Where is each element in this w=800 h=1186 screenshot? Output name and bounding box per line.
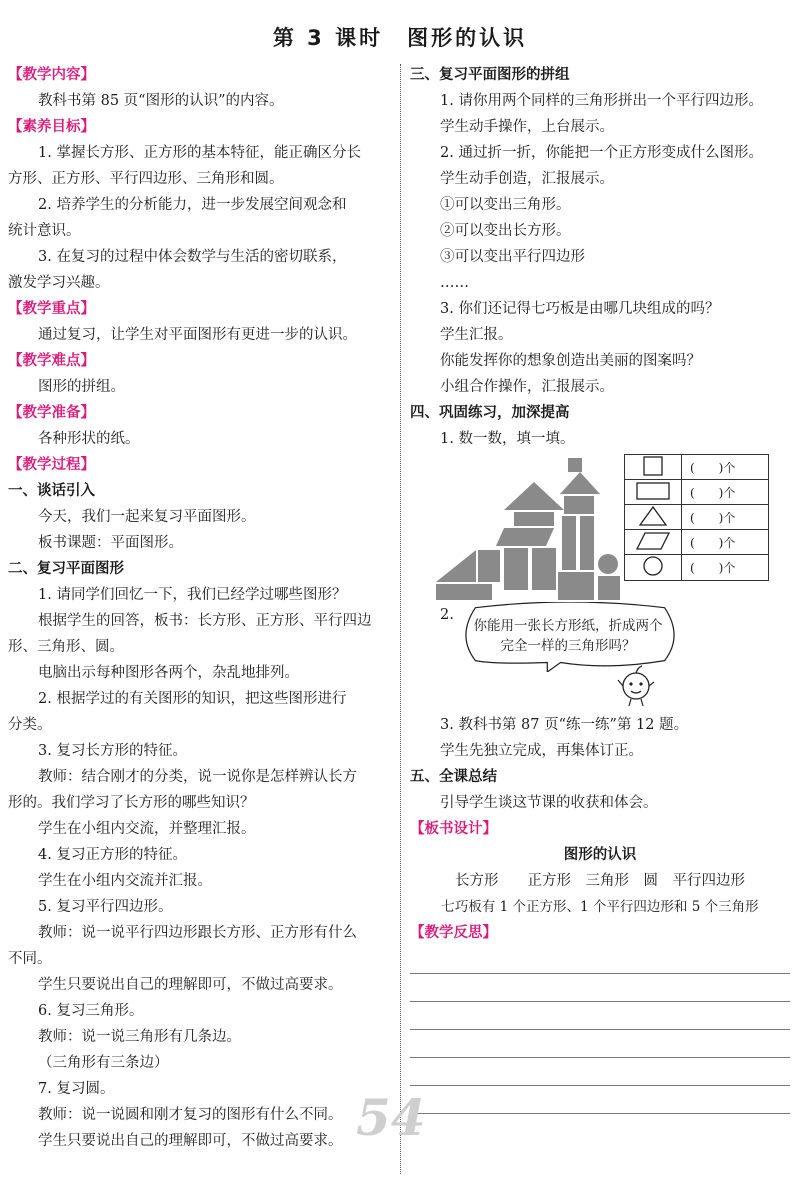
text-line: 3. 你们还记得七巧板是由哪几块组成的吗？ — [440, 301, 720, 317]
text-line: 5. 复习平行四边形。 — [38, 899, 173, 915]
text-line: 3. 在复习的过程中体会数学与生活的密切联系， — [38, 249, 347, 265]
count-blank[interactable]: ( )个 — [682, 530, 769, 555]
text-line: 7. 复习圆。 — [38, 1081, 115, 1097]
section-tag: 【教学重点】 — [8, 301, 95, 317]
text-line: 教师：说一说三角形有几条边。 — [38, 1029, 241, 1045]
text-line: 不同。 — [8, 951, 52, 967]
text-line: 6. 复习三角形。 — [38, 1003, 144, 1019]
reflection-lines — [410, 946, 790, 1114]
section-tag: 【素养目标】 — [8, 119, 95, 135]
writing-line[interactable] — [410, 974, 790, 1002]
text-line: 统计意识。 — [8, 223, 81, 239]
parallelogram-icon — [635, 531, 671, 551]
table-row — [625, 505, 769, 530]
triangle-icon — [639, 506, 667, 526]
text-line: 学生只要说出自己的理解即可，不做过高要求。 — [38, 1133, 343, 1149]
text-line: 今天，我们一起来复习平面图形。 — [38, 509, 256, 525]
count-table — [624, 454, 769, 581]
apple-mascot-icon — [616, 664, 656, 708]
text-line: 1. 请你用两个同样的三角形拼出一个平行四边形。 — [440, 93, 763, 109]
section-heading: 五、全课总结 — [410, 769, 497, 785]
text-line: 3. 教科书第 87 页“练一练”第 12 题。 — [440, 717, 689, 733]
text-line: 2. 培养学生的分析能力，进一步发展空间观念和 — [38, 197, 347, 213]
writing-line[interactable] — [410, 1086, 790, 1114]
text-line: 1. 数一数，填一填。 — [440, 431, 575, 447]
text-line: 学生汇报。 — [440, 327, 513, 343]
rectangle-icon — [635, 481, 671, 501]
text-line: 形的。我们学习了长方形的哪些知识？ — [8, 795, 255, 811]
circle-icon — [642, 555, 664, 577]
text-line: 2. 根据学过的有关图形的知识，把这些图形进行 — [38, 691, 347, 707]
table-row — [625, 455, 769, 480]
text-line: 各种形状的纸。 — [38, 431, 140, 447]
text-line: （三角形有三条边） — [38, 1055, 169, 1071]
section-tag: 【教学过程】 — [8, 457, 95, 473]
text-line: 电脑出示每种图形各两个，杂乱地排列。 — [38, 665, 299, 681]
board-note: 七巧板有 1 个正方形、1 个平行四边形和 5 个三角形 — [441, 899, 759, 915]
board-shapes: 长方形 正方形 三角形 圆 平行四边形 — [455, 873, 745, 889]
reflection-heading: 【教学反思】 — [410, 925, 497, 941]
count-blank[interactable]: ( )个 — [682, 455, 769, 480]
count-blank[interactable]: ( )个 — [682, 480, 769, 505]
text-line: 教科书第 85 页“图形的认识”的内容。 — [38, 93, 284, 109]
text-line: 形、三角形、圆。 — [8, 639, 124, 655]
text-line: ③可以变出平行四边形 — [440, 249, 585, 265]
text-line: 3. 复习长方形的特征。 — [38, 743, 187, 759]
column-divider — [400, 64, 401, 1174]
text-line: 1. 掌握长方形、正方形的基本特征，能正确区分长 — [38, 145, 361, 161]
bubble-text: 你能用一张长方形纸，折成两个完全一样的三角形吗？ — [473, 618, 663, 654]
text-line: 方形、正方形、平行四边形、三角形和圆。 — [8, 171, 284, 187]
table-row — [625, 530, 769, 555]
counting-exercise — [410, 452, 790, 602]
text-line: 教师：结合刚才的分类，说一说你是怎样辨认长方 — [38, 769, 357, 785]
board-title: 图形的认识 — [563, 847, 637, 863]
section-tag: 【板书设计】 — [410, 821, 497, 837]
count-blank[interactable]: ( )个 — [682, 555, 769, 581]
text-line: 通过复习，让学生对平面图形有更进一步的认识。 — [38, 327, 357, 343]
section-heading: 四、巩固练习，加深提高 — [410, 405, 570, 421]
section-tag: 【教学内容】 — [8, 67, 95, 83]
right-column — [410, 62, 790, 1114]
text-line: 4. 复习正方形的特征。 — [38, 847, 187, 863]
section-heading: 二、复习平面图形 — [8, 561, 124, 577]
section-tag: 【教学难点】 — [8, 353, 95, 369]
page-number: 54 — [356, 1088, 426, 1147]
text-line: 图形的拼组。 — [38, 379, 125, 395]
text-line: 分类。 — [8, 717, 52, 733]
writing-line[interactable] — [410, 946, 790, 974]
section-heading: 三、复习平面图形的拼组 — [410, 67, 570, 83]
text-line: 学生在小组内交流，并整理汇报。 — [38, 821, 256, 837]
text-line: 激发学习兴趣。 — [8, 275, 110, 291]
text-line: 教师：说一说圆和刚才复习的图形有什么不同。 — [38, 1107, 343, 1123]
text-line: 学生只要说出自己的理解即可，不做过高要求。 — [38, 977, 343, 993]
text-line: ①可以变出三角形。 — [440, 197, 571, 213]
text-line: 根据学生的回答，板书：长方形、正方形、平行四边 — [38, 613, 372, 629]
question-2 — [410, 602, 790, 712]
text-line: 学生动手操作，上台展示。 — [440, 119, 614, 135]
square-icon — [642, 456, 664, 476]
section-tag: 【教学准备】 — [8, 405, 95, 421]
text-line: 1. 请同学们回忆一下，我们已经学过哪些图形？ — [38, 587, 347, 603]
writing-line[interactable] — [410, 1030, 790, 1058]
text-line: …… — [440, 275, 469, 291]
text-line: 小组合作操作，汇报展示。 — [440, 379, 614, 395]
page-title: 第 3 课时 图形的认识 — [272, 26, 528, 50]
question-label: 2. — [440, 607, 454, 623]
building-blocks-figure — [430, 454, 630, 604]
text-line: 学生动手创造，汇报展示。 — [440, 171, 614, 187]
left-column — [8, 62, 392, 1154]
text-line: 学生在小组内交流并汇报。 — [38, 873, 212, 889]
text-line: 板书课题：平面图形。 — [38, 535, 183, 551]
text-line: 你能发挥你的想象创造出美丽的图案吗？ — [440, 353, 701, 369]
text-line: ②可以变出长方形。 — [440, 223, 571, 239]
text-line: 2. 通过折一折，你能把一个正方形变成什么图形。 — [440, 145, 763, 161]
writing-line[interactable] — [410, 1002, 790, 1030]
text-line: 引导学生谈这节课的收获和体会。 — [440, 795, 658, 811]
text-line: 教师：说一说平行四边形跟长方形、正方形有什么 — [38, 925, 357, 941]
writing-line[interactable] — [410, 1058, 790, 1086]
count-blank[interactable]: ( )个 — [682, 505, 769, 530]
section-heading: 一、谈话引入 — [8, 483, 95, 499]
text-line: 学生先独立完成，再集体订正。 — [440, 743, 643, 759]
table-row — [625, 555, 769, 581]
table-row — [625, 480, 769, 505]
